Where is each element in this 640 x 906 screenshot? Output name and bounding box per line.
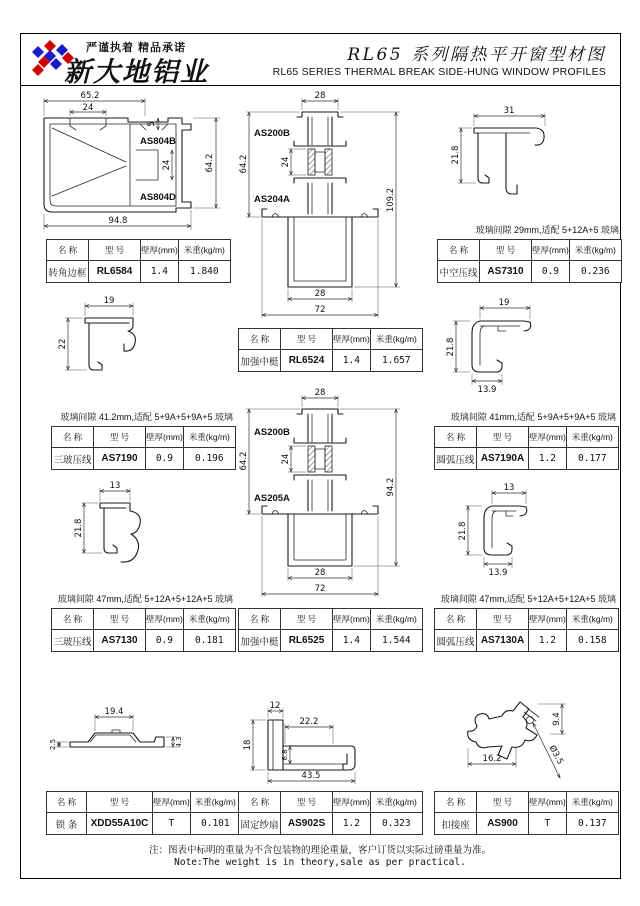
cell-thickness: T (529, 813, 567, 835)
dim-text: 28 (314, 568, 326, 578)
dim-text: 28 (314, 289, 326, 299)
col-name: 名 称 (438, 240, 480, 261)
cell-model: AS7130A (477, 630, 529, 652)
col-weight: 米重(kg/m) (566, 609, 618, 630)
col-thickness: 壁厚(mm) (333, 609, 371, 630)
profile-label: AS205A (254, 493, 290, 504)
fixed-screen-drawing (238, 698, 408, 790)
dim-text: 19 (103, 296, 115, 306)
spec-table (434, 608, 619, 652)
spec-table (46, 791, 241, 835)
arc-glazing-bead-7130a-drawing (448, 478, 573, 590)
glass-gap-note: 玻璃间隙 47mm,适配 5+12A+5+12A+5 玻璃 (57, 594, 233, 604)
col-thickness: 壁厚(mm) (333, 329, 371, 350)
reinforced-mullion-109-drawing (232, 88, 412, 328)
cell-thickness: 1.2 (529, 448, 567, 470)
col-model: 型 号 (281, 329, 333, 350)
dim-text: 13.9 (477, 385, 497, 395)
cell-model: AS7190A (477, 448, 529, 470)
col-weight: 米重(kg/m) (178, 240, 230, 261)
col-model: 型 号 (477, 609, 529, 630)
footer-note (20, 842, 620, 868)
col-thickness: 壁厚(mm) (529, 427, 567, 448)
col-thickness: 壁厚(mm) (529, 609, 567, 630)
dim-text: 109.2 (386, 187, 396, 213)
col-model: 型 号 (94, 427, 146, 448)
cell-name: 圆弧压线 (435, 448, 477, 470)
cell-name: 加强中梃 (239, 350, 281, 372)
cell-weight: 0.101 (190, 813, 240, 835)
dim-text: 24 (281, 453, 291, 465)
col-model: 型 号 (477, 792, 529, 813)
dim-text: 72 (314, 305, 326, 315)
cell-weight: 0.158 (566, 630, 618, 652)
cell-weight: 0.323 (370, 813, 422, 835)
dim-text: 22.2 (299, 717, 319, 727)
cell-thickness: T (153, 813, 191, 835)
cell-model: AS7190 (94, 448, 146, 470)
cell-weight: 0.181 (183, 630, 235, 652)
col-name: 名 称 (435, 609, 477, 630)
col-weight: 米重(kg/m) (183, 609, 235, 630)
glass-gap-note: 玻璃间隙 29mm,适配 5+12A+5 玻璃 (475, 225, 619, 235)
col-weight: 米重(kg/m) (370, 609, 422, 630)
dim-text: 28 (314, 388, 326, 398)
glass-gap-note: 玻璃间隙 47mm,适配 5+12A+5+12A+5 玻璃 (440, 594, 616, 604)
cell-thickness: 1.4 (141, 261, 179, 283)
dim-text: 24 (281, 156, 291, 168)
col-weight: 米重(kg/m) (370, 329, 422, 350)
arc-glazing-bead-7190a-drawing (438, 293, 568, 405)
triple-glazing-bead-7190-drawing (55, 293, 180, 393)
dim-text: 19.4 (104, 707, 124, 717)
dim-text: 22 (58, 338, 68, 350)
cell-weight: 1.840 (178, 261, 230, 283)
cell-model: AS900 (477, 813, 529, 835)
col-model: 型 号 (89, 240, 141, 261)
dim-text: 94.8 (108, 216, 128, 226)
cell-model: AS7310 (480, 261, 532, 283)
dim-text: 72 (314, 584, 326, 594)
col-weight: 米重(kg/m) (183, 427, 235, 448)
dim-text: 9.4 (552, 712, 562, 726)
dim-text: 65.2 (80, 91, 100, 101)
cell-weight: 1.544 (370, 630, 422, 652)
dim-text: 13.9 (488, 568, 508, 578)
col-model: 型 号 (477, 427, 529, 448)
profile-label: AS804B (140, 136, 176, 147)
cell-name: 扣接座 (435, 813, 477, 835)
cell-weight: 1.657 (370, 350, 422, 372)
col-name: 名 称 (435, 427, 477, 448)
cell-model: RL6525 (281, 630, 333, 652)
spec-table (51, 426, 236, 470)
cell-name: 转角边框 (47, 261, 89, 283)
dim-text: 19 (498, 298, 510, 308)
col-weight: 米重(kg/m) (566, 427, 618, 448)
cell-thickness: 0.9 (146, 630, 184, 652)
cell-name: 圆弧压线 (435, 630, 477, 652)
cell-thickness: 0.9 (146, 448, 184, 470)
cell-weight: 0.177 (566, 448, 618, 470)
col-weight: 米重(kg/m) (190, 792, 240, 813)
dim-text: 13 (109, 481, 121, 491)
dim-text: 24 (162, 159, 172, 171)
dim-text: 28 (314, 91, 326, 101)
cell-model: AS902S (281, 813, 333, 835)
dim-text: 64.2 (239, 451, 249, 471)
spec-table (238, 328, 423, 372)
col-name: 名 称 (239, 329, 281, 350)
profile-label: AS804D (140, 192, 176, 203)
dim-text: 21.8 (451, 145, 461, 165)
dim-text: 13 (503, 483, 515, 493)
dim-text: 64.2 (205, 153, 215, 173)
col-weight: 米重(kg/m) (370, 792, 422, 813)
dim-text: 94.2 (386, 477, 396, 497)
col-name: 名 称 (239, 609, 281, 630)
spec-table (434, 791, 619, 835)
cell-model: RL6584 (89, 261, 141, 283)
dim-text: 31 (503, 106, 515, 116)
cell-name: 中空压线 (438, 261, 480, 283)
cell-thickness: 0.9 (532, 261, 570, 283)
col-weight: 米重(kg/m) (566, 792, 618, 813)
company-name: 新大地铝业 (64, 57, 209, 88)
spec-table (51, 608, 236, 652)
col-thickness: 壁厚(mm) (532, 240, 570, 261)
page-subtitle: RL65 SERIES THERMAL BREAK SIDE-HUNG WINDOW PROFILES (272, 66, 606, 78)
cell-name: 三玻压线 (52, 448, 94, 470)
dim-text: 18 (243, 739, 253, 751)
page-title: RL65 系列隔热平开窗型材图 (347, 45, 606, 65)
reinforced-mullion-94-drawing (232, 385, 412, 607)
cell-name: 固定纱扇 (239, 813, 281, 835)
cell-name: 三玻压线 (52, 630, 94, 652)
col-model: 型 号 (94, 609, 146, 630)
dim-text: 4.3 (175, 736, 183, 748)
spec-table (46, 239, 231, 283)
dim-text: 24 (82, 103, 94, 113)
col-name: 名 称 (435, 792, 477, 813)
cell-weight: 0.236 (569, 261, 621, 283)
col-name: 名 称 (52, 609, 94, 630)
cell-model: AS7130 (94, 630, 146, 652)
col-model: 型 号 (281, 609, 333, 630)
col-model: 型 号 (281, 792, 333, 813)
col-thickness: 壁厚(mm) (153, 792, 191, 813)
footer-note-en: Note:The weight is in theory,sale as per practical. (174, 857, 466, 868)
cell-model: RL6524 (281, 350, 333, 372)
buckle-seat-drawing (438, 690, 613, 798)
dim-text: Ø3.5 (546, 743, 565, 767)
profile-label: AS204A (254, 194, 290, 205)
cell-model: XDD55A10C (87, 813, 153, 835)
spec-table (434, 426, 619, 470)
dim-text: 12 (269, 701, 281, 711)
col-name: 名 称 (239, 792, 281, 813)
col-name: 名 称 (47, 792, 87, 813)
dim-text: 2.5 (49, 738, 57, 751)
col-thickness: 壁厚(mm) (146, 427, 184, 448)
dim-text: 21.8 (446, 337, 456, 357)
spec-table (238, 608, 423, 652)
lock-strip-drawing (50, 698, 225, 770)
footer-note-cn: 注：图表中标明的重量为不含包装物的理论重量，客户订货以实际过磅重量为准。 (148, 845, 491, 856)
dim-text: 16.2 (482, 754, 502, 764)
col-thickness: 壁厚(mm) (141, 240, 179, 261)
dim-text: 43.5 (301, 771, 321, 781)
dim-text: 6.8 (281, 749, 289, 761)
cell-thickness: 1.4 (333, 350, 371, 372)
profile-label: AS200B (254, 427, 290, 438)
col-weight: 米重(kg/m) (569, 240, 621, 261)
col-model: 型 号 (87, 792, 153, 813)
col-name: 名 称 (52, 427, 94, 448)
col-name: 名 称 (47, 240, 89, 261)
col-thickness: 壁厚(mm) (146, 609, 184, 630)
cell-thickness: 1.2 (529, 630, 567, 652)
glass-gap-note: 玻璃间隙 41.2mm,适配 5+9A+5+9A+5 玻璃 (60, 412, 233, 422)
spec-table (238, 791, 423, 835)
cell-weight: 0.196 (183, 448, 235, 470)
corner-frame-drawing (28, 90, 230, 240)
cell-thickness: 1.4 (333, 630, 371, 652)
col-model: 型 号 (480, 240, 532, 261)
dim-text: 5 (147, 121, 157, 127)
cell-name: 锁 条 (47, 813, 87, 835)
glass-gap-note: 玻璃间隙 41mm,适配 5+9A+5+9A+5 玻璃 (450, 412, 616, 422)
hollow-glazing-bead-drawing (450, 103, 575, 208)
triple-glazing-bead-7130-drawing (70, 478, 185, 578)
company-slogan: 严谨执着 精品承诺 (86, 42, 187, 54)
dim-text: 21.8 (458, 521, 468, 541)
cell-thickness: 1.2 (333, 813, 371, 835)
profile-label: AS200B (254, 128, 290, 139)
col-thickness: 壁厚(mm) (333, 792, 371, 813)
dim-text: 64.2 (239, 154, 249, 174)
col-thickness: 壁厚(mm) (529, 792, 567, 813)
cell-name: 加强中梃 (239, 630, 281, 652)
cell-weight: 0.137 (566, 813, 618, 835)
dim-text: 21.8 (74, 518, 84, 538)
spec-table (437, 239, 622, 283)
